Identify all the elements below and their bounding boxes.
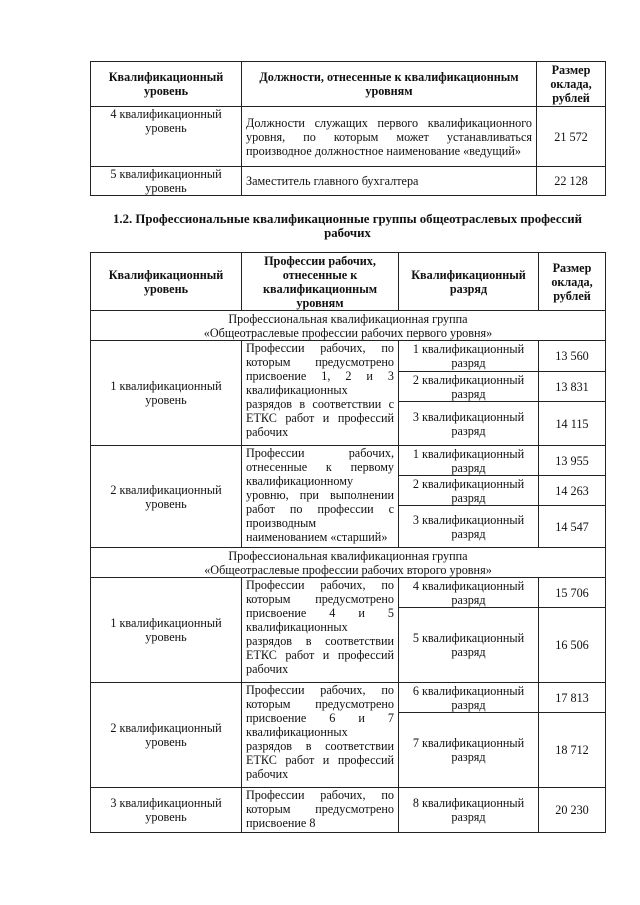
table-row — [91, 446, 606, 476]
group-title — [91, 311, 606, 341]
professions-cell: Профессии рабочих, по которым предусмотрено присвоение 4 и 5 квалификационных разрядов в соответствии ЕТКС работ и профессий рабочих — [242, 578, 399, 683]
professions-cell: Профессии рабочих, отнесенные к первому квалификационному уровню, при выполнении работ по профессии с производным наименованием «старший» — [242, 446, 399, 548]
level-cell: 2 квалификационный уровень — [91, 683, 242, 788]
group-title — [91, 548, 606, 578]
column-header-positions: Должности, отнесенные к квалификационным уровням — [242, 62, 537, 107]
group-title-row — [91, 311, 606, 341]
column-header-salary: Размер оклада, рублей — [537, 62, 606, 107]
section-heading: 1.2. Профессиональные квалификационные группы общеотраслевых профессий рабочих — [113, 212, 582, 240]
table-row — [91, 578, 606, 608]
salary-cell: 17 813 — [539, 683, 606, 713]
positions-cell: Заместитель главного бухгалтера — [242, 167, 537, 196]
salary-cell: 16 506 — [539, 608, 606, 683]
salary-cell: 14 263 — [539, 476, 606, 506]
group-title-row — [91, 548, 606, 578]
level-cell: 2 квалификационный уровень — [91, 446, 242, 548]
column-header-professions: Профессии рабочих, отнесенные к квалификационным уровням — [242, 253, 399, 311]
salary-cell: 18 712 — [539, 713, 606, 788]
salary-cell: 22 128 — [537, 167, 606, 196]
salary-cell: 20 230 — [539, 788, 606, 833]
grade-cell: 2 квалификационный разряд — [399, 476, 539, 506]
salary-cell: 14 115 — [539, 402, 606, 446]
column-header-level: Квалификационный уровень — [91, 62, 242, 107]
professions-cell: Профессии рабочих, по которым предусмотрено присвоение 1, 2 и 3 квалификационных разрядов в соответствии с ЕТКС работ и профессий рабочих — [242, 341, 399, 446]
column-header-salary: Размер оклада, рублей — [539, 253, 606, 311]
column-header-level: Квалификационный уровень — [91, 253, 242, 311]
staff-positions-table — [90, 61, 606, 196]
level-cell: 1 квалификационный уровень — [91, 341, 242, 446]
grade-cell: 1 квалификационный разряд — [399, 446, 539, 476]
table-header-row — [91, 253, 606, 311]
grade-cell: 3 квалификационный разряд — [399, 506, 539, 548]
level-cell: 5 квалификационный уровень — [91, 167, 242, 196]
table-row — [91, 107, 606, 167]
group-title-line2: «Общеотраслевые профессии рабочих первого уровня» — [203, 325, 493, 340]
grade-cell: 5 квалификационный разряд — [399, 608, 539, 683]
professions-cell: Профессии рабочих, по которым предусмотрено присвоение 8 — [242, 788, 399, 833]
level-cell: 3 квалификационный уровень — [91, 788, 242, 833]
grade-cell: 7 квалификационный разряд — [399, 713, 539, 788]
table-row — [91, 167, 606, 196]
salary-cell: 15 706 — [539, 578, 606, 608]
table-row — [91, 788, 606, 833]
grade-cell: 4 квалификационный разряд — [399, 578, 539, 608]
professions-cell: Профессии рабочих, по которым предусмотрено присвоение 6 и 7 квалификационных разрядов в соответствии ЕТКС работ и профессий рабочих — [242, 683, 399, 788]
table-header-row — [91, 62, 606, 107]
salary-cell: 13 955 — [539, 446, 606, 476]
salary-cell: 14 547 — [539, 506, 606, 548]
grade-cell: 1 квалификационный разряд — [399, 341, 539, 372]
salary-cell: 13 831 — [539, 372, 606, 402]
grade-cell: 3 квалификационный разряд — [399, 402, 539, 446]
group-title-line1: Профессиональная квалификационная группа — [228, 548, 468, 563]
salary-cell: 13 560 — [539, 341, 606, 372]
grade-cell: 2 квалификационный разряд — [399, 372, 539, 402]
worker-professions-table — [90, 252, 606, 833]
positions-cell: Должности служащих первого квалификационного уровня, по которым может устанавливаться производное должностное наименование «ведущий» — [242, 107, 537, 167]
level-cell: 4 квалификационный уровень — [91, 107, 242, 167]
column-header-grade: Квалификационный разряд — [399, 253, 539, 311]
table-row — [91, 341, 606, 372]
salary-cell: 21 572 — [537, 107, 606, 167]
table-row — [91, 683, 606, 713]
group-title-line1: Профессиональная квалификационная группа — [228, 311, 468, 326]
grade-cell: 6 квалификационный разряд — [399, 683, 539, 713]
grade-cell: 8 квалификационный разряд — [399, 788, 539, 833]
group-title-line2: «Общеотраслевые профессии рабочих второго уровня» — [204, 562, 492, 577]
level-cell: 1 квалификационный уровень — [91, 578, 242, 683]
